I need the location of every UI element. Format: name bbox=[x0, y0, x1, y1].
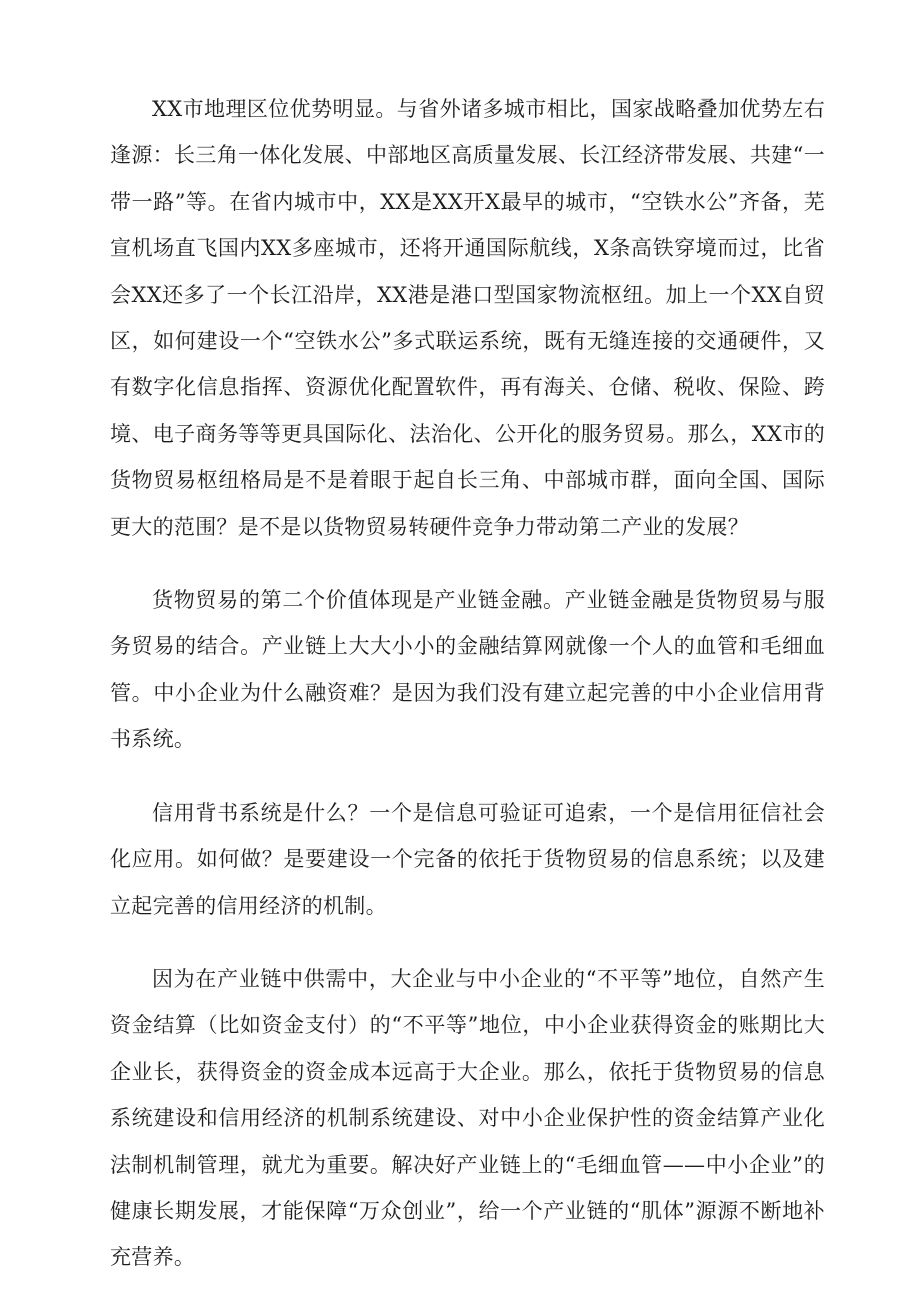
document-body bbox=[110, 86, 825, 1308]
paragraph-4: 因为在产业链中供需中，大企业与中小企业的“不平等”地位，自然产生资金结算（比如资金支付）的“不平等”地位，中小企业获得资金的账期比大企业长，获得资金的资金成本远高于大企业。那么，依托于货物贸易的信息系统建设和信用经济的机制系统建设、对中小企业保护性的资金结算产业化法制机制管理，就尤为重要。解决好产业链上的“毛细血管——中小企业”的健康长期发展，才能保障“万众创业”，给一个产业链的“肌体”源源不断地补充营养。 bbox=[110, 966, 825, 1270]
paragraph-2: 货物贸易的第二个价值体现是产业链金融。产业链金融是货物贸易与服务贸易的结合。产业链上大大小小的金融结算网就像一个人的血管和毛细血管。中小企业为什么融资难？是因为我们没有建立起完善的中小企业信用背书系统。 bbox=[110, 588, 825, 752]
paragraph-3: 信用背书系统是什么？一个是信息可验证可追索，一个是信用征信社会化应用。如何做？是要建设一个完备的依托于货物贸易的信息系统；以及建立起完善的信用经济的机制。 bbox=[110, 800, 825, 918]
paragraph-1: XX市地理区位优势明显。与省外诸多城市相比，国家战略叠加优势左右逢源：长三角一体化发展、中部地区高质量发展、长江经济带发展、共建“一带一路”等。在省内城市中，XX是XX开X最早的城市，“空铁水公”齐备，芜宣机场直飞国内XX多座城市，还将开通国际航线，X条高铁穿境而过，比省会XX还多了一个长江沿岸，XX港是港口型国家物流枢纽。加上一个XX自贸区，如何建设一个“空铁水公”多式联运系统，既有无缝连接的交通硬件，又有数字化信息指挥、资源优化配置软件，再有海关、仓储、税收、保险、跨境、电子商务等等更具国际化、法治化、公开化的服务贸易。那么，XX市的货物贸易枢纽格局是不是着眼于起自长三角、中部城市群，面向全国、国际更大的范围？是不是以货物贸易转硬件竞争力带动第二产业的发展？ bbox=[110, 97, 825, 539]
